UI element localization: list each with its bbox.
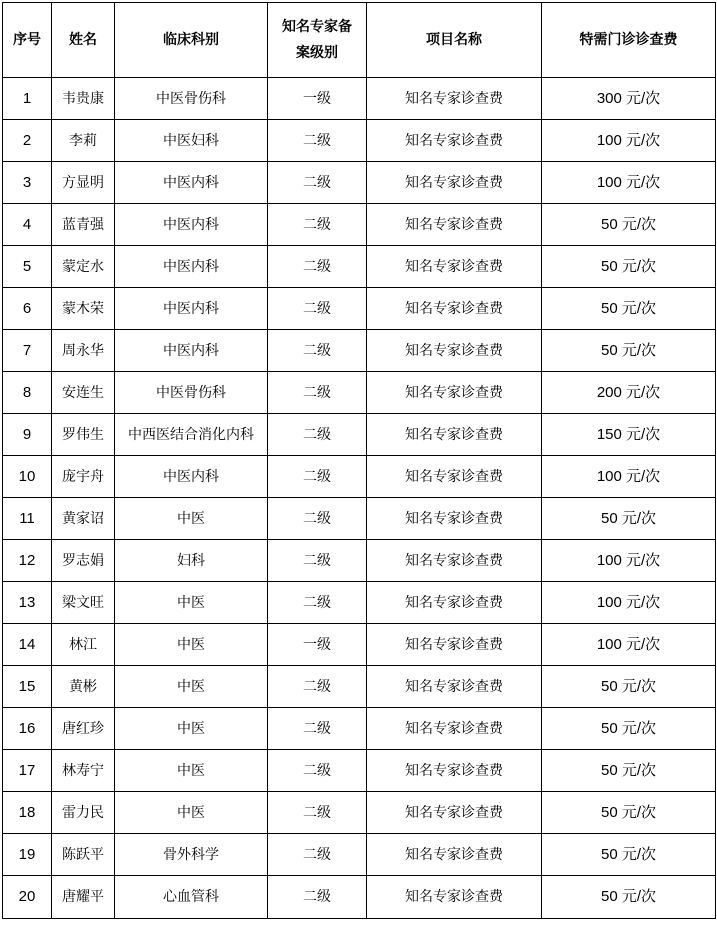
cell-name: 安连生 (52, 372, 115, 414)
cell-department: 中医内科 (115, 456, 268, 498)
cell-fee: 300 元/次 (542, 78, 716, 120)
cell-item: 知名专家诊查费 (367, 708, 542, 750)
cell-department: 妇科 (115, 540, 268, 582)
table-row (3, 120, 716, 162)
cell-item: 知名专家诊查费 (367, 792, 542, 834)
cell-item: 知名专家诊查费 (367, 540, 542, 582)
cell-name: 林江 (52, 624, 115, 666)
cell-index: 9 (3, 414, 52, 456)
table-row (3, 582, 716, 624)
table-row (3, 624, 716, 666)
cell-level: 一级 (268, 624, 367, 666)
cell-index: 4 (3, 204, 52, 246)
cell-level: 二级 (268, 540, 367, 582)
cell-fee: 50 元/次 (542, 750, 716, 792)
cell-fee: 50 元/次 (542, 708, 716, 750)
cell-name: 庞宇舟 (52, 456, 115, 498)
header-department: 临床科别 (115, 3, 268, 78)
table-row (3, 666, 716, 708)
cell-fee: 50 元/次 (542, 666, 716, 708)
cell-name: 黄家诏 (52, 498, 115, 540)
cell-name: 罗志娟 (52, 540, 115, 582)
cell-item: 知名专家诊查费 (367, 246, 542, 288)
cell-name: 唐耀平 (52, 876, 115, 919)
cell-fee: 50 元/次 (542, 204, 716, 246)
cell-department: 中医 (115, 708, 268, 750)
cell-fee: 50 元/次 (542, 876, 716, 919)
cell-fee: 50 元/次 (542, 792, 716, 834)
cell-level: 二级 (268, 750, 367, 792)
cell-item: 知名专家诊查费 (367, 288, 542, 330)
cell-department: 骨外科学 (115, 834, 268, 876)
cell-name: 蓝青强 (52, 204, 115, 246)
table-header (3, 3, 716, 78)
cell-fee: 50 元/次 (542, 834, 716, 876)
table-row (3, 330, 716, 372)
table-row (3, 792, 716, 834)
cell-index: 6 (3, 288, 52, 330)
table-row (3, 834, 716, 876)
cell-item: 知名专家诊查费 (367, 876, 542, 919)
cell-department: 中医骨伤科 (115, 372, 268, 414)
cell-index: 17 (3, 750, 52, 792)
cell-name: 李莉 (52, 120, 115, 162)
cell-level: 二级 (268, 834, 367, 876)
cell-item: 知名专家诊查费 (367, 162, 542, 204)
cell-index: 13 (3, 582, 52, 624)
cell-index: 11 (3, 498, 52, 540)
cell-index: 10 (3, 456, 52, 498)
cell-item: 知名专家诊查费 (367, 372, 542, 414)
cell-department: 中医 (115, 750, 268, 792)
cell-name: 罗伟生 (52, 414, 115, 456)
table-row (3, 498, 716, 540)
cell-item: 知名专家诊查费 (367, 414, 542, 456)
cell-level: 二级 (268, 708, 367, 750)
cell-level: 二级 (268, 456, 367, 498)
cell-index: 2 (3, 120, 52, 162)
cell-item: 知名专家诊查费 (367, 750, 542, 792)
cell-level: 二级 (268, 330, 367, 372)
header-index: 序号 (3, 3, 52, 78)
cell-name: 蒙木荣 (52, 288, 115, 330)
cell-item: 知名专家诊查费 (367, 120, 542, 162)
table-row (3, 78, 716, 120)
table-row (3, 162, 716, 204)
cell-fee: 50 元/次 (542, 498, 716, 540)
cell-fee: 100 元/次 (542, 120, 716, 162)
cell-item: 知名专家诊查费 (367, 330, 542, 372)
cell-index: 20 (3, 876, 52, 919)
cell-level: 二级 (268, 666, 367, 708)
cell-name: 林寿宁 (52, 750, 115, 792)
cell-fee: 100 元/次 (542, 540, 716, 582)
cell-level: 二级 (268, 792, 367, 834)
cell-level: 一级 (268, 78, 367, 120)
cell-item: 知名专家诊查费 (367, 498, 542, 540)
cell-department: 中医 (115, 792, 268, 834)
cell-level: 二级 (268, 498, 367, 540)
cell-fee: 50 元/次 (542, 246, 716, 288)
cell-level: 二级 (268, 204, 367, 246)
table-row (3, 414, 716, 456)
header-row (3, 3, 716, 78)
cell-fee: 100 元/次 (542, 624, 716, 666)
cell-item: 知名专家诊查费 (367, 624, 542, 666)
cell-level: 二级 (268, 162, 367, 204)
cell-level: 二级 (268, 582, 367, 624)
cell-name: 韦贵康 (52, 78, 115, 120)
header-fee: 特需门诊诊查费 (542, 3, 716, 78)
cell-index: 5 (3, 246, 52, 288)
cell-fee: 50 元/次 (542, 288, 716, 330)
expert-fee-table (2, 2, 716, 919)
cell-index: 3 (3, 162, 52, 204)
table-row (3, 876, 716, 919)
cell-name: 方显明 (52, 162, 115, 204)
table-row (3, 246, 716, 288)
cell-level: 二级 (268, 246, 367, 288)
table-row (3, 750, 716, 792)
header-level: 知名专家备案级别 (268, 3, 367, 78)
cell-index: 8 (3, 372, 52, 414)
table-row (3, 204, 716, 246)
cell-department: 中医 (115, 624, 268, 666)
cell-department: 中医骨伤科 (115, 78, 268, 120)
cell-index: 18 (3, 792, 52, 834)
cell-fee: 200 元/次 (542, 372, 716, 414)
cell-name: 陈跃平 (52, 834, 115, 876)
table-row (3, 456, 716, 498)
cell-department: 心血管科 (115, 876, 268, 919)
table-body (3, 78, 716, 919)
cell-item: 知名专家诊查费 (367, 582, 542, 624)
cell-name: 蒙定水 (52, 246, 115, 288)
cell-name: 黄彬 (52, 666, 115, 708)
cell-name: 唐红珍 (52, 708, 115, 750)
cell-name: 梁文旺 (52, 582, 115, 624)
table-row (3, 372, 716, 414)
cell-fee: 100 元/次 (542, 456, 716, 498)
cell-item: 知名专家诊查费 (367, 78, 542, 120)
cell-department: 中医内科 (115, 288, 268, 330)
cell-department: 中医内科 (115, 204, 268, 246)
cell-department: 中医内科 (115, 162, 268, 204)
cell-index: 16 (3, 708, 52, 750)
cell-item: 知名专家诊查费 (367, 666, 542, 708)
header-item: 项目名称 (367, 3, 542, 78)
cell-fee: 100 元/次 (542, 162, 716, 204)
cell-index: 19 (3, 834, 52, 876)
cell-department: 中医 (115, 498, 268, 540)
cell-index: 1 (3, 78, 52, 120)
cell-fee: 100 元/次 (542, 582, 716, 624)
cell-level: 二级 (268, 876, 367, 919)
cell-department: 中医 (115, 666, 268, 708)
cell-department: 中医妇科 (115, 120, 268, 162)
cell-department: 中医内科 (115, 246, 268, 288)
cell-level: 二级 (268, 120, 367, 162)
cell-level: 二级 (268, 372, 367, 414)
fee-table-container (2, 2, 715, 919)
table-row (3, 708, 716, 750)
cell-department: 中医 (115, 582, 268, 624)
cell-item: 知名专家诊查费 (367, 834, 542, 876)
cell-level: 二级 (268, 288, 367, 330)
cell-index: 12 (3, 540, 52, 582)
table-row (3, 540, 716, 582)
cell-department: 中医内科 (115, 330, 268, 372)
cell-fee: 50 元/次 (542, 330, 716, 372)
cell-index: 14 (3, 624, 52, 666)
cell-item: 知名专家诊查费 (367, 456, 542, 498)
header-name: 姓名 (52, 3, 115, 78)
cell-fee: 150 元/次 (542, 414, 716, 456)
table-row (3, 288, 716, 330)
cell-item: 知名专家诊查费 (367, 204, 542, 246)
cell-department: 中西医结合消化内科 (115, 414, 268, 456)
cell-index: 7 (3, 330, 52, 372)
cell-name: 雷力民 (52, 792, 115, 834)
cell-index: 15 (3, 666, 52, 708)
cell-level: 二级 (268, 414, 367, 456)
cell-name: 周永华 (52, 330, 115, 372)
